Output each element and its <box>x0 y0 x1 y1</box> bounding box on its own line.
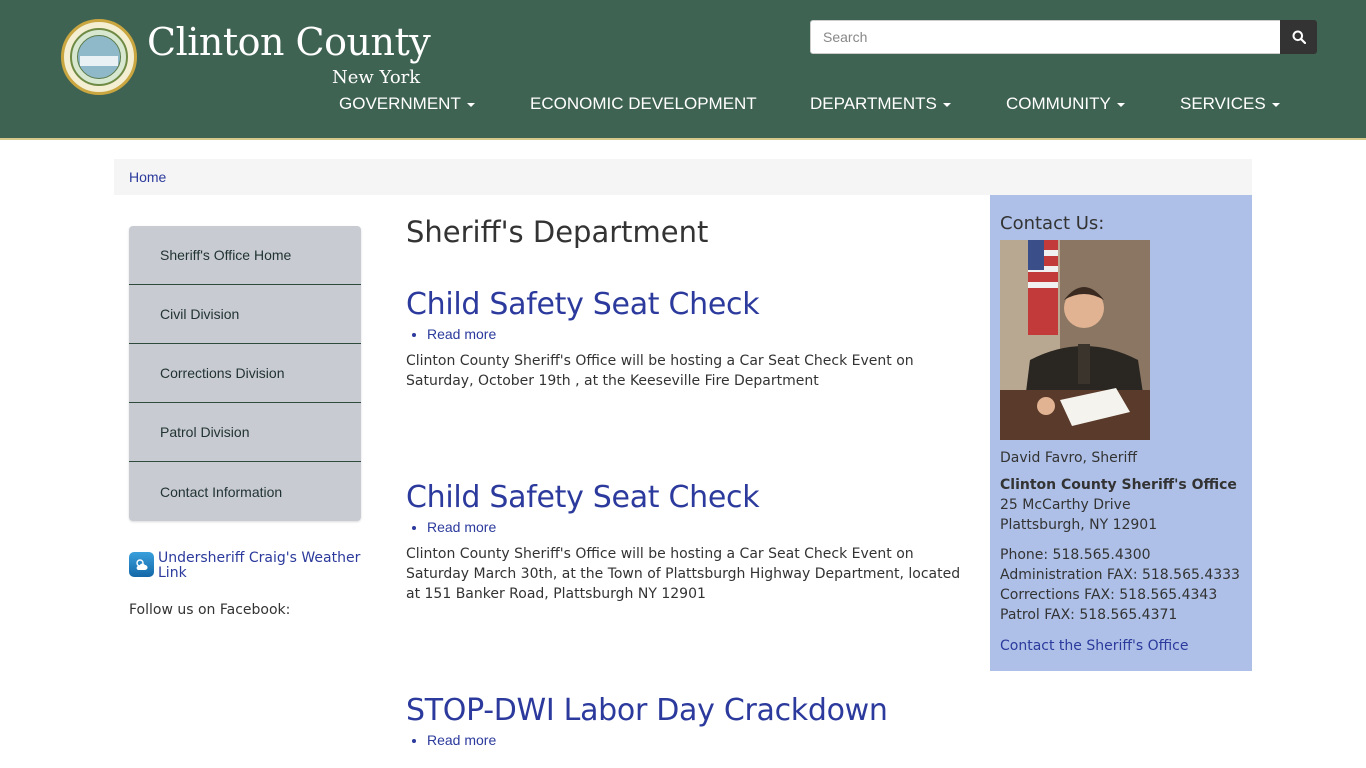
read-more-link[interactable]: Read more <box>427 519 497 535</box>
article-title-link[interactable]: Child Safety Seat Check <box>406 287 760 322</box>
sidebar-item-sheriffs-office-home[interactable]: Sheriff's Office Home <box>129 226 361 285</box>
read-more-item <box>427 519 966 535</box>
office-street: 25 McCarthy Drive <box>1000 497 1131 513</box>
site-subtitle: New York <box>332 67 421 88</box>
nav-government[interactable]: GOVERNMENT <box>339 94 475 114</box>
admin-fax: Administration FAX: 518.565.4333 <box>1000 567 1240 583</box>
contact-panel <box>990 195 1252 671</box>
article-summary: Clinton County Sheriff's Office will be hosting a Car Seat Check Event on Saturday March 30th, at the Town of Plattsburgh Highway Department, located at 151 Banker Road, Plattsburgh NY 12901 <box>406 546 961 602</box>
article-title-link[interactable]: STOP-DWI Labor Day Crackdown <box>406 693 888 728</box>
page-title: Sheriff's Department <box>406 215 709 249</box>
contact-heading: Contact Us: <box>1000 213 1105 234</box>
caret-down-icon <box>943 103 951 107</box>
read-more-item <box>427 732 966 748</box>
site-header <box>0 0 1366 140</box>
weather-link[interactable]: Undersheriff Craig's Weather Link <box>158 550 361 581</box>
sidebar-item-civil-division[interactable]: Civil Division <box>129 285 361 344</box>
search-input[interactable] <box>810 20 1281 54</box>
article-item <box>406 287 966 391</box>
sidebar-nav <box>129 226 361 521</box>
article-item <box>406 693 966 748</box>
site-title[interactable]: Clinton County <box>147 20 431 64</box>
sidebar-item-patrol-division[interactable]: Patrol Division <box>129 403 361 462</box>
article-title-link[interactable]: Child Safety Seat Check <box>406 480 760 515</box>
nav-community[interactable]: COMMUNITY <box>1006 94 1125 114</box>
office-name: Clinton County Sheriff's Office <box>1000 477 1237 493</box>
caret-down-icon <box>1272 103 1280 107</box>
sidebar-item-contact-information[interactable]: Contact Information <box>160 483 283 500</box>
county-seal-logo[interactable] <box>61 19 137 95</box>
corrections-fax: Corrections FAX: 518.565.4343 <box>1000 587 1218 603</box>
patrol-fax: Patrol FAX: 518.565.4371 <box>1000 607 1178 623</box>
weather-icon[interactable] <box>129 552 154 577</box>
breadcrumb-home-link[interactable]: Home <box>129 169 167 185</box>
sheriff-caption: David Favro, Sheriff <box>1000 450 1138 466</box>
weather-link-block <box>129 551 361 581</box>
search-button[interactable] <box>1280 20 1317 54</box>
nav-services[interactable]: SERVICES <box>1180 94 1280 114</box>
phone-number: Phone: 518.565.4300 <box>1000 547 1151 563</box>
search-icon <box>1292 30 1306 44</box>
facebook-follow-label: Follow us on Facebook: <box>129 602 291 618</box>
read-more-link[interactable]: Read more <box>427 326 497 342</box>
read-more-item <box>427 326 966 342</box>
article-item <box>406 480 966 604</box>
contact-sheriff-link[interactable]: Contact the Sheriff's Office <box>1000 638 1189 654</box>
nav-economic-development[interactable]: ECONOMIC DEVELOPMENT <box>530 94 757 113</box>
nav-departments[interactable]: DEPARTMENTS <box>810 94 951 114</box>
article-summary: Clinton County Sheriff's Office will be hosting a Car Seat Check Event on Saturday, October 19th , at the Keeseville Fire Department <box>406 353 914 389</box>
office-city: Plattsburgh, NY 12901 <box>1000 517 1158 533</box>
caret-down-icon <box>467 103 475 107</box>
read-more-link[interactable]: Read more <box>427 732 497 748</box>
breadcrumb <box>114 159 1252 195</box>
sheriff-photo <box>1000 240 1150 440</box>
caret-down-icon <box>1117 103 1125 107</box>
sidebar-item-corrections-division[interactable]: Corrections Division <box>129 344 361 403</box>
